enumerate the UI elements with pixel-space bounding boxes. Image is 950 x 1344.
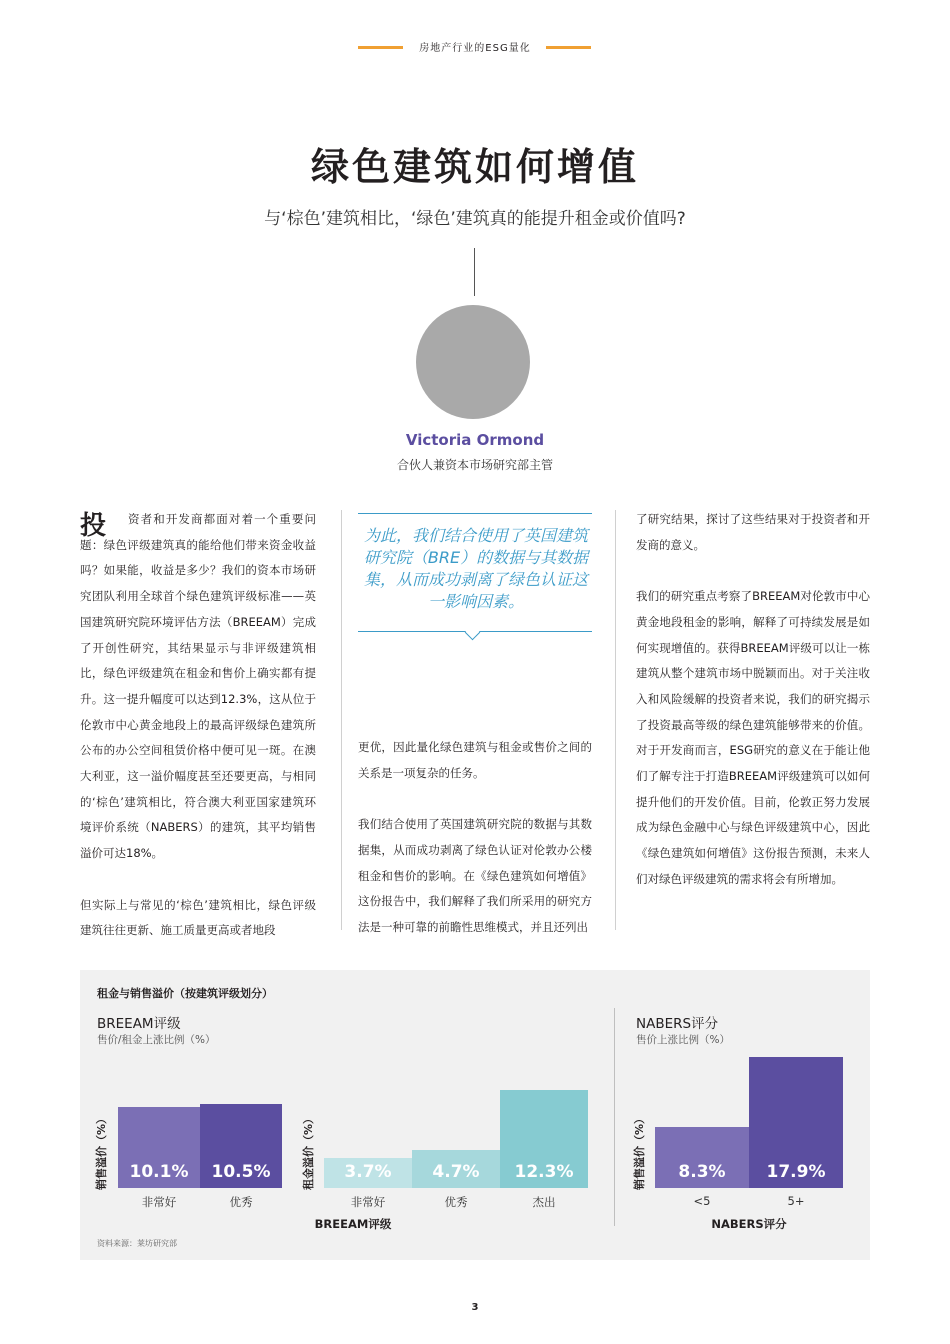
col2-paragraph-1: 更优，因此量化绿色建筑与租金或售价之间的关系是一项复杂的任务。 — [358, 740, 592, 780]
page-title: 绿色建筑如何增值 — [310, 145, 639, 189]
x-axis-title: NABERS评分 — [711, 1217, 787, 1231]
bar-优秀 — [200, 1104, 282, 1188]
bar-value-label: 8.3% — [678, 1162, 726, 1182]
col1-paragraph-1 — [80, 507, 316, 867]
dropcap: 投 — [80, 511, 107, 541]
page-number: 3 — [471, 1302, 479, 1313]
bar-<5 — [655, 1127, 749, 1188]
running-title: 房地产行业的ESG量化 — [419, 43, 531, 54]
breeam-section-title: BREEAM评级 — [97, 1016, 181, 1032]
bar-优秀 — [412, 1150, 500, 1188]
nabers-section-title: NABERS评分 — [636, 1016, 719, 1032]
connector-line — [474, 248, 475, 296]
author-avatar — [416, 305, 530, 419]
bar-非常好 — [324, 1158, 412, 1188]
y-axis-label: 销售溢价（%） — [633, 1112, 646, 1190]
chart-panel-title: 租金与销售溢价（按建筑评级划分） — [97, 987, 273, 1000]
bar-5+ — [749, 1057, 843, 1188]
body-column-1 — [80, 507, 316, 944]
col1-paragraph-2: 但实际上与常见的‘棕色’建筑相比，绿色评级建筑往往更新、施工质量更高或者地段 — [80, 897, 316, 938]
author-name: Victoria Ormond — [405, 431, 545, 449]
x-tick-label: <5 — [693, 1194, 711, 1208]
bar-非常好 — [118, 1107, 200, 1188]
bar-杰出 — [500, 1090, 588, 1188]
column-divider-1 — [341, 510, 342, 930]
col3-paragraph-2: 我们的研究重点考察了BREEAM对伦敦市中心黄金地段租金的影响，解释了可持续发展是如何实现增值的。获得BREEAM评级可以让一栋建筑从整个建筑市场中脱颖而出。对于关注收入和风险缓解的投资者来说，我们的研究揭示了投资最高等级的绿色建筑能够带来的价值。对于开发商而言，ESG研究的意义在于能让他们了解专注于打造BREEAM评级建筑可以如何提升他们的开发价值。目前，伦敦正努力发展成为绿色金融中心与绿色评级建筑中心，因此《绿色建筑如何增值》这份报告预测，未来人们对绿色评级建筑的需求将会有所增加。 — [636, 589, 870, 886]
col3-paragraph-1: 了研究结果，探讨了这些结果对于投资者和开发商的意义。 — [636, 512, 870, 552]
col2-paragraph-2: 我们结合使用了英国建筑研究院的数据与其数据集，从而成功剥离了绿色认证对伦敦办公楼租金和售价的影响。在《绿色建筑如何增值》这份报告中，我们解释了我们所采用的研究方法是一种可靠的前瞻性思维模式，并且还列出 — [358, 817, 592, 934]
col1-text-1: 资者和开发商都面对着一个重要问题：绿色评级建筑真的能给他们带来资金收益吗？如果能，收益是多少？我们的资本市场研究团队利用全球首个绿色建筑评级标准——英国建筑研究院环境评估方法（BREEAM）完成了开创性研究，其结果显示与非评级建筑相比，绿色评级建筑在租金和售价上确实都有提升。这一提升幅度可以达到12.3%，这从位于伦敦市中心黄金地段上的最高评级绿色建筑所公布的办公空间租赁价格中便可见一斑。在澳大利亚，这一溢价幅度甚至还要更高，与相同的‘棕色’建筑相比，符合澳大利亚国家建筑环境评价系统（NABERS）的建筑，其平均销售溢价可达18%。 — [80, 512, 316, 861]
x-tick-label: 非常好 — [141, 1195, 177, 1209]
chart-source: 资料来源：莱坊研究部 — [97, 1239, 177, 1248]
y-axis-label: 租金溢价（%） — [302, 1112, 315, 1190]
x-tick-label: 非常好 — [350, 1195, 386, 1209]
x-tick-label: 优秀 — [444, 1195, 468, 1209]
chart-divider — [614, 1008, 615, 1226]
header-rule-right — [546, 46, 591, 49]
quote-notch — [465, 625, 481, 641]
quote-rule-top — [358, 513, 592, 514]
x-tick-label: 优秀 — [229, 1195, 253, 1209]
bar-value-label: 10.5% — [211, 1162, 271, 1182]
bar-value-label: 3.7% — [344, 1162, 392, 1182]
pull-quote: 为此，我们结合使用了英国建筑研究院（BRE）的数据与其数据集，从而成功剥离了绿色认证这一影响因素。 — [363, 526, 589, 611]
breeam-section-subtitle: 售价/租金上涨比例（%） — [97, 1034, 216, 1046]
bar-value-label: 12.3% — [514, 1162, 574, 1182]
body-column-2 — [358, 735, 592, 941]
nabers-section-subtitle: 售价上涨比例（%） — [636, 1034, 730, 1046]
bar-value-label: 10.1% — [129, 1162, 189, 1182]
bar-value-label: 17.9% — [766, 1162, 826, 1182]
y-axis-label: 销售溢价（%） — [95, 1112, 108, 1190]
body-column-3 — [636, 507, 870, 893]
x-tick-label: 5+ — [787, 1194, 805, 1208]
page-subtitle: 与‘棕色’建筑相比，‘绿色’建筑真的能提升租金或价值吗? — [264, 209, 686, 229]
x-axis-title: BREEAM评级 — [314, 1217, 392, 1231]
x-tick-label: 杰出 — [532, 1195, 556, 1209]
author-role: 合伙人兼资本市场研究部主管 — [396, 458, 553, 472]
bar-value-label: 4.7% — [432, 1162, 480, 1182]
column-divider-2 — [615, 510, 616, 930]
